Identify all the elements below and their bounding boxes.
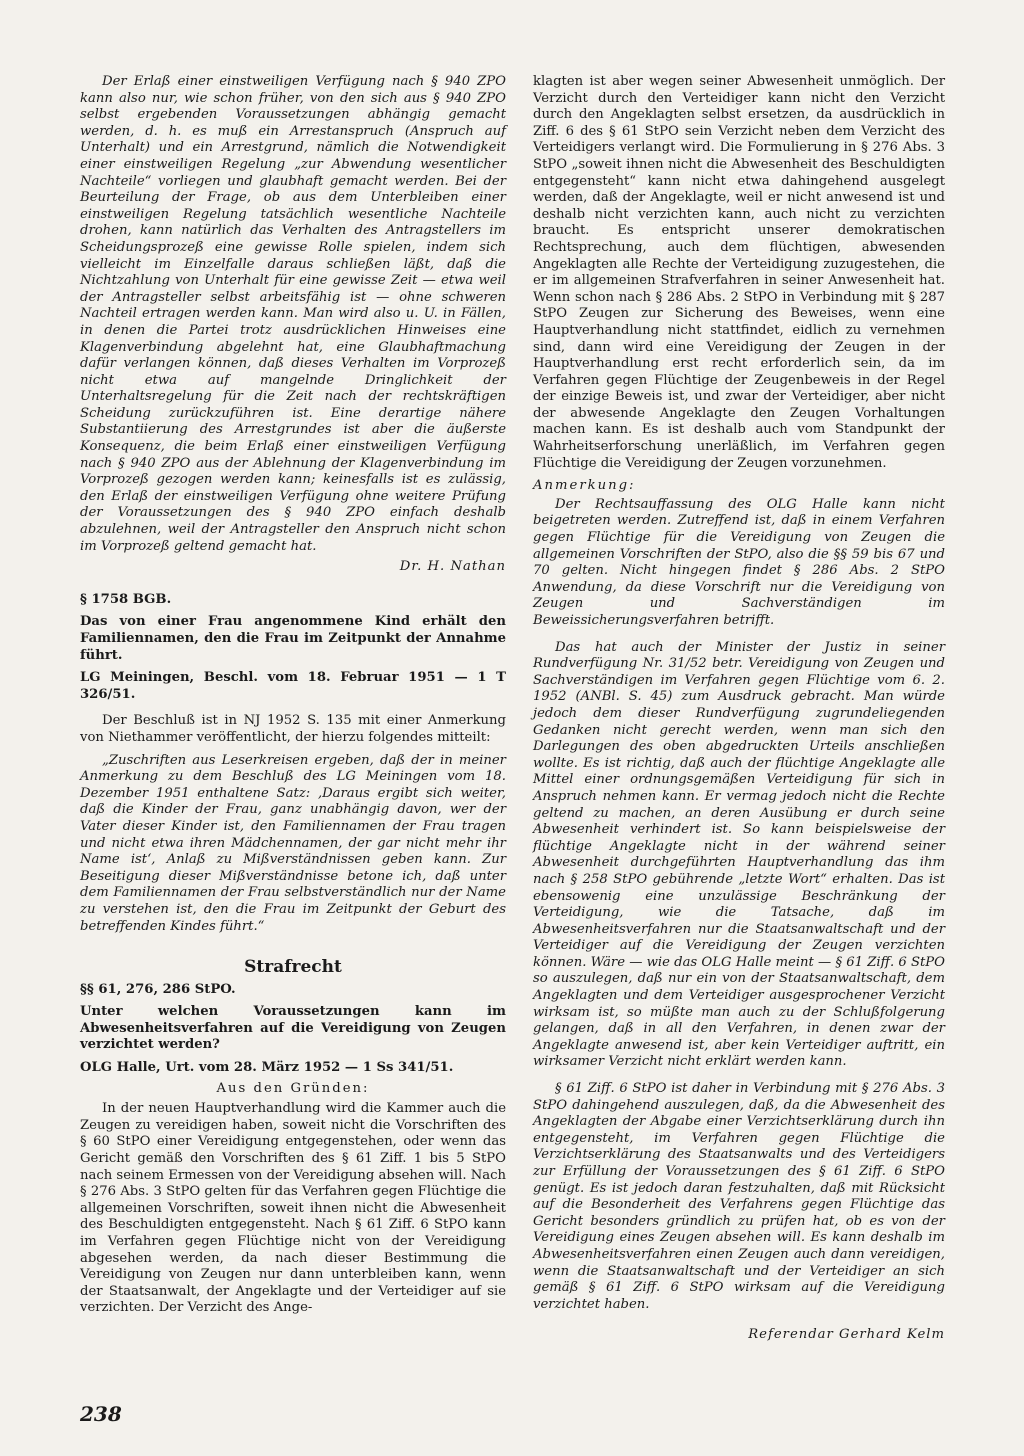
headnote: Unter welchen Voraussetzungen kann im Abwesenheitsverfahren auf die Vereidigung von Zeugen verzichtet werden? [80,1004,506,1053]
court-citation: LG Meiningen, Beschl. vom 18. Februar 1951 — 1 T 326/51. [80,670,506,702]
statute-reference: § 1758 BGB. [80,591,172,607]
paragraph-hauptverhandlung: In der neuen Hauptverhandlung wird die Kammer auch die Zeugen zu vereidigen haben, soweit nicht die Vorschriften des § 60 StPO einer Vereidigung entgegenstehen, oder wenn das Gericht gemäß den Vorschriften des § 61 Ziff. 1 bis 5 StPO nach seinem Ermessen von der Vereidigung absehen will. Nach § 276 Abs. 3 StPO gelten für das Verfahren gegen Flüchtige die allgemeinen Vorschriften, soweit ihnen nicht die Abwesenheit des Beschuldigten entgegensteht. Nach § 61 Ziff. 6 StPO kann im Verfahren gegen Flüchtige nicht von der Vereidigung abgesehen werden, da nach dieser Bestimmung die Vereidigung von Zeugen nur dann unterbleiben kann, wenn der Staatsanwalt, der Angeklagte und der Verteidiger auf sie verzichten. Der Verzicht des Ange- [80,1101,506,1316]
note-label: Anmerkung: [533,478,636,494]
paragraph-continuation: klagten ist aber wegen seiner Abwesenheit unmöglich. Der Verzicht durch den Verteidiger kann nicht den Verzicht durch den Angeklagten selbst ersetzen, da ausdrücklich in Ziff. 6 des § 61 StPO sein Verzicht neben dem Verzicht des Verteidigers verlangt wird. Die Formulierung in § 276 Abs. 3 StPO „soweit ihnen nicht die Abwesenheit des Beschuldigten entgegensteht“ kann nicht etwa dahingehend ausgelegt werden, daß der Angeklagte, weil er nicht anwesend ist und deshalb nicht verzichten kann, auch nicht zu verzichten braucht. Es entspricht unserer demokratischen Rechtsprechung, auch dem flüchtigen, abwesenden Angeklagten alle Rechte der Verteidigung zuzugestehen, die er im allgemeinen Strafverfahren in seiner Anwesenheit hat. Wenn schon nach § 286 Abs. 2 StPO in Verbindung mit § 287 StPO Zeugen zur Sicherung des Beweises, wenn eine Hauptverhandlung nicht stattfindet, eidlich zu vernehmen sind, dann wird eine Vereidigung der Zeugen in der Hauptverhandlung erst recht erforderlich sein, da im Verfahren gegen Flüchtige der Zeugenbeweis in der Regel der einzige Beweis ist, und zwar der Verteidiger, aber nicht der abwesende Angeklagte den Zeugen Vorhaltungen machen kann. Es ist deshalb auch vom Standpunkt der Wahrheitserforschung unerläßlich, im Verfahren gegen Flüchtige die Vereidigung der Zeugen vorzunehmen. [533,74,945,471]
court-citation: OLG Halle, Urt. vom 28. März 1952 — 1 Ss 341/51. [80,1060,454,1076]
statute-reference: §§ 61, 276, 286 StPO. [80,981,236,997]
reasons-label: Aus den Gründen: [216,1080,370,1096]
quoted-paragraph: „Zuschriften aus Leserkreisen ergeben, daß der in meiner Anmerkung zu dem Beschluß des LG Meiningen vom 18. Dezember 1951 enthaltene Satz: ‚Daraus ergibt sich weiter, daß die Kinder der Frau, ganz unabhängig davon, wer der Vater dieser Kinder ist, den Familiennamen der Frau tragen und nicht etwa ihren Mädchennamen, der gar nicht mehr ihr Name ist‘, Anlaß zu Mißverständnissen geben kann. Zur Beseitigung dieser Mißverständnisse betone ich, daß unter dem Familiennamen der Frau selbstverständlich nur der Name zu verstehen ist, den die Frau im Zeitpunkt der Geburt des betreffenden Kindes führt.“ [80,752,506,934]
page-number: 238 [80,1402,122,1426]
paragraph-verfuegung: Der Erlaß einer einstweiligen Verfügung nach § 940 ZPO kann also nur, wie schon früher, von den sich aus § 940 ZPO selbst ergebenden Voraussetzungen abhängig gemacht werden, d. h. es muß ein Arrestanspruch (Anspruch auf Unterhalt) und ein Arrestgrund, nämlich die Notwendigkeit einer einstweiligen Regelung „zur Abwendung wesentlicher Nachteile“ vorliegen und glaubhaft gemacht werden. Bei der Beurteilung der Frage, ob aus dem Unterbleiben einer einstweiligen Regelung tatsächlich wesentliche Nachteile drohen, kann natürlich das Verhalten des Antragstellers im Scheidungsprozeß eine gewisse Rolle spielen, indem sich vielleicht im Einzelfalle daraus schließen läßt, daß die Nichtzahlung von Unterhalt für eine gewisse Zeit — etwa weil der Antragsteller selbst arbeitsfähig ist — ohne schweren Nachteil ertragen werden kann. Man wird also u. U. in Fällen, in denen die Partei trotz ausdrücklichen Hinweises eine Klagenverbindung abgelehnt hat, eine Glaubhaftmachung dafür verlangen können, daß dieses Verhalten im Vorprozeß nicht etwa auf mangelnde Dringlichkeit der Unterhaltsregelung für die Zeit nach der rechtskräftigen Scheidung zurückzuführen ist. Eine derartige nähere Substantiierung des Arrestgrundes ist aber die äußerste Konsequenz, die beim Erlaß einer einstweiligen Verfügung nach § 940 ZPO aus der Ablehnung der Klagenverbindung im Vorprozeß gezogen werden kann; keinesfalls ist es zulässig, den Erlaß der einstweiligen Verfügung ohne weitere Prüfung der Voraussetzungen des § 940 ZPO einfach deshalb abzulehnen, weil der Antragsteller den Anspruch nicht schon im Vorprozeß geltend gemacht hat. [80,74,506,554]
paragraph-beschluss: Der Beschluß ist in NJ 1952 S. 135 mit einer Anmerkung von Niethammer veröffentlicht, der hierzu folgendes mitteilt: [80,713,506,745]
left-column [80,74,506,1317]
note-paragraph: § 61 Ziff. 6 StPO ist daher in Verbindung mit § 276 Abs. 3 StPO dahingehend auszulegen, daß, da die Abwesenheit des Angeklagten der Abgabe einer Verzichtserklärung durch ihn entgegensteht, im Verfahren gegen Flüchtige die Verzichtserklärung des Staatsanwalts und des Verteidigers zur Erfüllung der Voraussetzungen des § 61 Ziff. 6 StPO genügt. Es ist jedoch daran festzuhalten, daß mit Rücksicht auf die Besonderheit des Verfahrens gegen Flüchtige das Gericht besonders gründlich zu prüfen hat, ob es von der Vereidigung eines Zeugen absehen will. Es kann deshalb im Abwesenheitsverfahren einen Zeugen auch dann vereidigen, wenn die Staatsanwaltschaft und der Verteidiger an sich gemäß § 61 Ziff. 6 StPO wirksam auf die Vereidigung verzichtet haben. [533,1081,945,1312]
right-column [533,74,945,1344]
signature-kelm: Referendar Gerhard Kelm [748,1327,945,1343]
note-paragraph: Das hat auch der Minister der Justiz in seiner Rundverfügung Nr. 31/52 betr. Vereidigung von Zeugen und Sachverständigen im Verfahren gegen Flüchtige vom 6. 2. 1952 (ANBl. S. 45) zum Ausdruck gebracht. Man würde jedoch dem dieser Rundverfügung zugrundeliegenden Gedanken nicht gerecht werden, wenn man sich den Darlegungen des oben abgedruckten Urteils anschließen wollte. Es ist richtig, daß auch der flüchtige Angeklagte alle Mittel einer ordnungsgemäßen Verteidigung für sich in Anspruch nehmen kann. Er vermag jedoch nicht die Rechte geltend zu machen, an deren Ausübung er durch seine Abwesenheit verhindert ist. So kann beispielsweise der flüchtige Angeklagte nicht in der während seiner Abwesenheit durchgeführten Hauptverhandlung das ihm nach § 258 StPO gebührende „letzte Wort“ erhalten. Das ist ebensowenig eine unzulässige Beschränkung der Verteidigung, wie die Tatsache, daß im Abwesenheitsverfahren nur die Staatsanwaltschaft und der Verteidiger auf die Vereidigung der Zeugen verzichten können. Wäre — wie das OLG Halle meint — § 61 Ziff. 6 StPO so auszulegen, daß nur ein von der Staatsanwaltschaft, dem Angeklagten und dem Verteidiger ausgesprochener Verzicht wirksam ist, so müßte man auch zu der Schlußfolgerung gelangen, daß in all den Verfahren, in denen zwar der Angeklagte anwesend ist, aber kein Verteidiger auftritt, ein wirksamer Verzicht nicht erklärt werden kann. [533,639,945,1070]
section-title: Strafrecht [244,957,342,978]
signature-nathan: Dr. H. Nathan [399,559,506,575]
note-paragraph: Der Rechtsauffassung des OLG Halle kann nicht beigetreten werden. Zutreffend ist, daß in einem Verfahren gegen Flüchtige für die Vereidigung von Zeugen die allgemeinen Vorschriften der StPO, also die §§ 59 bis 67 und 70 gelten. Nicht hingegen findet § 286 Abs. 2 StPO Anwendung, da diese Vorschrift nur die Vereidigung von Zeugen und Sachverständigen im Beweissicherungsverfahren betrifft. [533,496,945,628]
headnote: Das von einer Frau angenommene Kind erhält den Familiennamen, den die Frau im Zeitpunkt der Annahme führt. [80,614,506,663]
